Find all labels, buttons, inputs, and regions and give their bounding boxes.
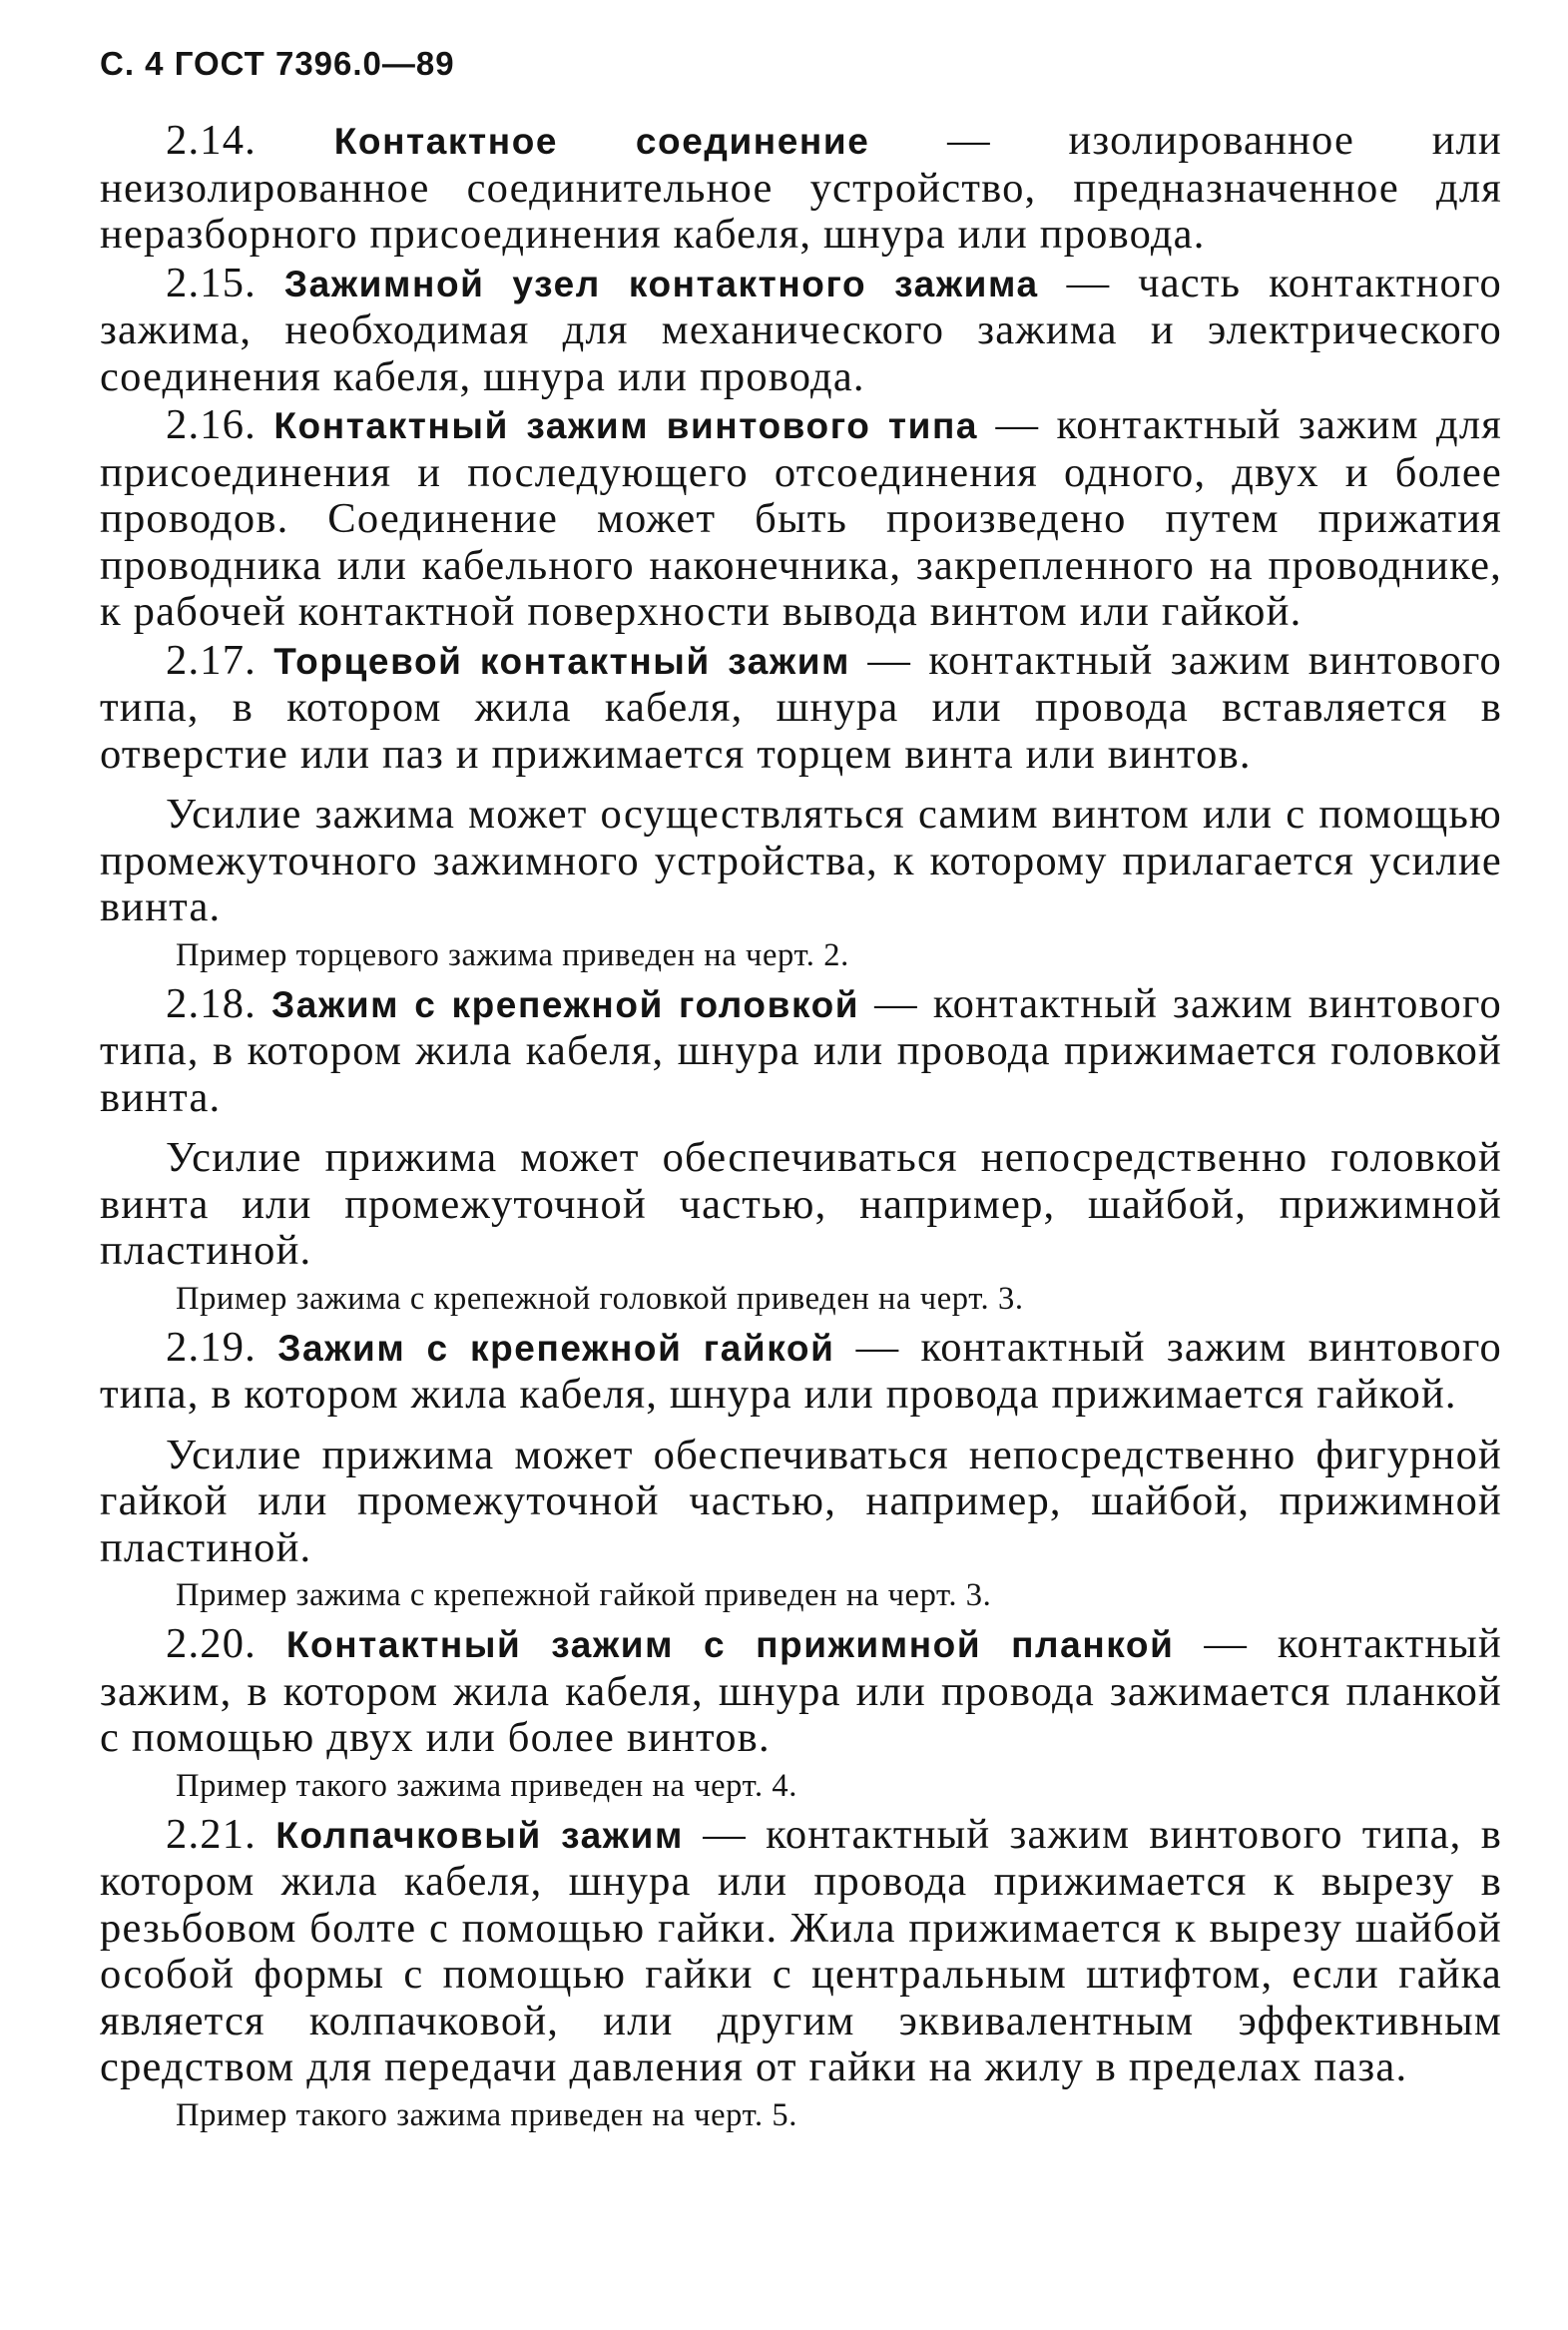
clause-text: — контактный зажим для присоединения и последующего отсоединения одного, двух и более проводов. Соединение может быть произведено путем прижатия проводника или кабельного наконечника, закрепленного на проводнике, к рабочей контактной поверхности вывода винтом или гайкой. bbox=[100, 401, 1503, 635]
clause-2-20-note: Пример такого зажима приведен на черт. 4. bbox=[176, 1767, 797, 1804]
clause-number: 2.17. bbox=[166, 636, 257, 684]
clause-term: Зажим с крепежной гайкой bbox=[277, 1327, 835, 1369]
clause-number: 2.15. bbox=[166, 259, 257, 306]
clause-term: Колпачковый зажим bbox=[275, 1814, 684, 1856]
clause-2-18-continuation: Усилие прижима может обеспечиваться непосредственно головкой винта или промежуточной частью, например, шайбой, прижимной пластиной. bbox=[100, 1134, 1502, 1274]
clause-text: — часть контактного зажима, необходимая для механического зажима и электрического соединения кабеля, шнура или провода. bbox=[100, 259, 1503, 400]
clause-2-15 bbox=[100, 261, 1502, 401]
clause-2-19-continuation: Усилие прижима может обеспечиваться непосредственно фигурной гайкой или промежуточной частью, например, шайбой, прижимной пластиной. bbox=[100, 1431, 1502, 1571]
clause-2-18 bbox=[100, 981, 1502, 1122]
clause-number: 2.21. bbox=[166, 1810, 257, 1858]
clause-text: — контактный зажим винтового типа, в котором жила кабеля, шнура или провода прижимается головкой винта. bbox=[100, 979, 1503, 1121]
page-header: С. 4 ГОСТ 7396.0—89 bbox=[100, 45, 455, 82]
clause-2-17 bbox=[100, 638, 1502, 779]
clause-2-16 bbox=[100, 402, 1502, 636]
clause-text: — контактный зажим, в котором жила кабеля, шнура или провода зажимается планкой с помощью двух или более винтов. bbox=[100, 1620, 1502, 1761]
clause-term: Контактный зажим с прижимной планкой bbox=[285, 1624, 1175, 1665]
clause-2-21-note: Пример такого зажима приведен на черт. 5. bbox=[176, 2096, 797, 2133]
clause-2-17-continuation: Усилие зажима может осуществляться самим винтом или с помощью промежуточного зажимного устройства, к которому прилагается усилие винта. bbox=[100, 791, 1502, 930]
clause-term: Торцевой контактный зажим bbox=[273, 640, 851, 682]
clause-text: — контактный зажим винтового типа, в котором жила кабеля, шнура или провода вставляется в отверстие или паз и прижимается торцем винта или винтов. bbox=[100, 636, 1502, 778]
clause-text: — изолированное или неизолированное соединительное устройство, предназначенное для неразборного присоединения кабеля, шнура или провода. bbox=[100, 117, 1502, 258]
clause-2-19-note: Пример зажима с крепежной гайкой приведен на черт. 3. bbox=[176, 1577, 992, 1613]
clause-2-18-note: Пример зажима с крепежной головкой приведен на черт. 3. bbox=[176, 1280, 1024, 1317]
clause-term: Зажим с крепежной головкой bbox=[271, 983, 860, 1025]
clause-text: — контактный зажим винтового типа, в котором жила кабеля, шнура или провода прижимается к вырезу в резьбовом болте с помощью гайки. Жила прижимается к вырезу шайбой особой формы с помощью гайки с центральным штифтом, если гайка является колпачковой, или другим эквивалентным эффективным средством для передачи давления от гайки на жилу в пределах паза. bbox=[100, 1810, 1502, 2090]
clause-2-17-note: Пример торцевого зажима приведен на черт. 2. bbox=[176, 936, 849, 973]
clause-term: Контактный зажим винтового типа bbox=[273, 405, 979, 446]
clause-2-20 bbox=[100, 1621, 1502, 1762]
clause-number: 2.19. bbox=[166, 1323, 257, 1371]
clause-term: Контактное соединение bbox=[333, 121, 870, 162]
document-body bbox=[100, 118, 1502, 2135]
clause-number: 2.14. bbox=[166, 117, 257, 164]
clause-2-14 bbox=[100, 118, 1502, 259]
clause-term: Зажимной узел контактного зажима bbox=[283, 263, 1039, 304]
clause-2-19 bbox=[100, 1325, 1502, 1419]
clause-number: 2.20. bbox=[166, 1620, 257, 1667]
clause-number: 2.18. bbox=[166, 979, 257, 1027]
clause-text: — контактный зажим винтового типа, в котором жила кабеля, шнура или провода прижимается гайкой. bbox=[100, 1323, 1502, 1418]
clause-number: 2.16. bbox=[166, 401, 257, 448]
clause-2-21 bbox=[100, 1812, 1502, 2091]
